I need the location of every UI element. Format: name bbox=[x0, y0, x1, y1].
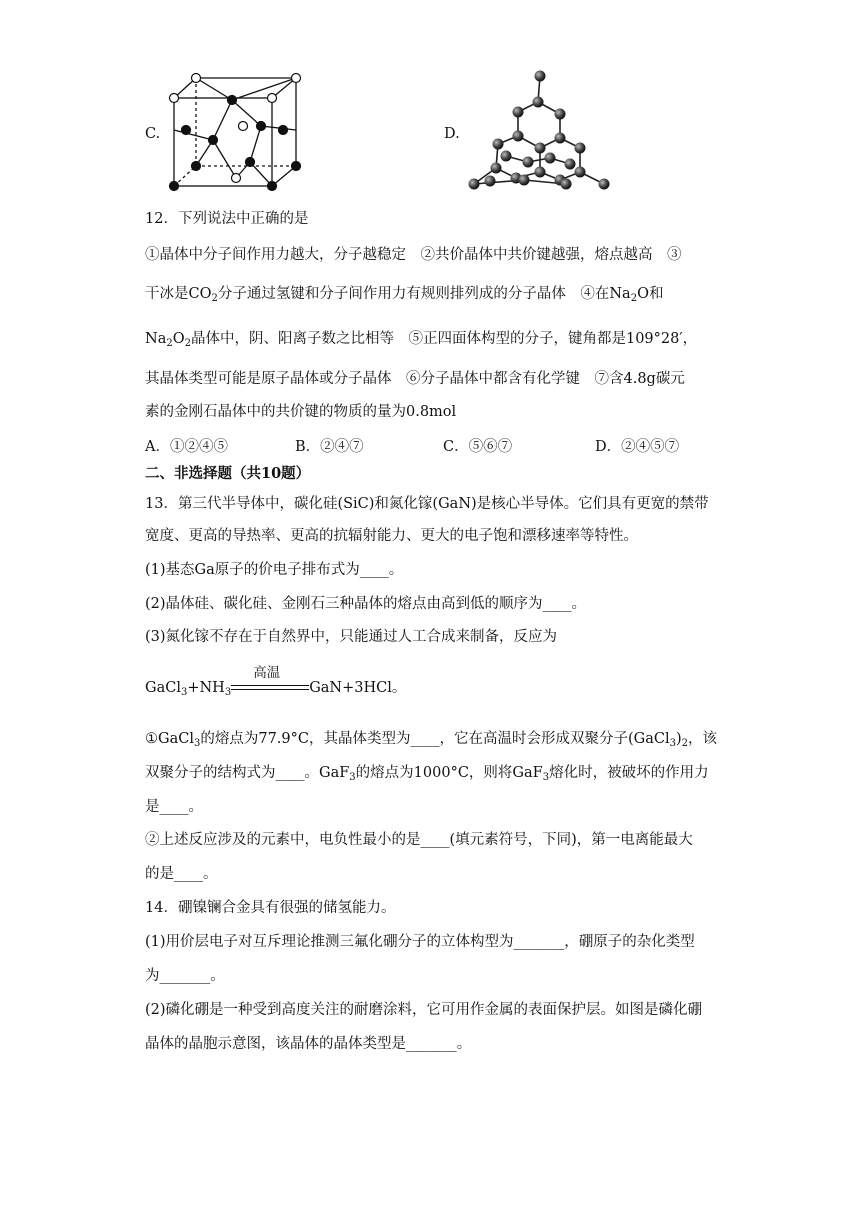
q12-line-4: 其晶体类型可能是原子晶体或分子晶体 ⑥分子晶体中都含有化学键 ⑦含4.8g碳元 bbox=[145, 371, 685, 387]
q13-line-1: 13．第三代半导体中，碳化硅(SiC)和氮化镓(GaN)是核心半导体。它们具有更宽的禁带 bbox=[145, 496, 709, 512]
reaction-condition: 高温 bbox=[253, 665, 281, 681]
q14-part-1-line-1: (1)用价层电子对互斥理论推测三氟化硼分子的立体构型为_______，硼原子的杂化类型 bbox=[145, 934, 695, 950]
q14-part-1-line-2: 为_______。 bbox=[145, 968, 225, 984]
diamond-structure-d-figure bbox=[466, 68, 616, 193]
q13-sub-1-line-2: 双聚分子的结构式为____。GaF$_3$的熔点为1000°C，则将GaF$_3$熔化时，被破坏的作用力 bbox=[145, 765, 709, 783]
q14-stem: 14．硼镍镧合金具有很强的储氢能力。 bbox=[145, 900, 396, 916]
reaction-equation: $GaCl_3+NH_3$ 高温 GaN+3HCl。 bbox=[145, 676, 406, 698]
q12-line-1: ①晶体中分子间作用力越大，分子越稳定 ②共价晶体中共价键越强，熔点越高 ③ bbox=[145, 247, 682, 263]
q13-sub-1-line-3: 是____。 bbox=[145, 799, 203, 815]
q13-part-3: (3)氮化镓不存在于自然界中，只能通过人工合成来制备，反应为 bbox=[145, 629, 558, 645]
q12-option-c[interactable]: C．⑤⑥⑦ bbox=[443, 439, 513, 455]
q13-line-2: 宽度、更高的导热率、更高的抗辐射能力、更大的电子饱和漂移速率等特性。 bbox=[145, 528, 638, 544]
q12-line-3: $Na_2O_2$晶体中，阴、阳离子数之比相等 ⑤正四面体构型的分子，键角都是109°28′， bbox=[145, 331, 698, 349]
equation-arrow bbox=[231, 665, 309, 695]
figure-d-label: D. bbox=[444, 126, 460, 142]
q13-sub-2-line-2: 的是____。 bbox=[145, 866, 218, 882]
q12-line-5: 素的金刚石晶体中的共价键的物质的量为0.8mol bbox=[145, 404, 457, 420]
q12-option-a[interactable]: A．①②④⑤ bbox=[145, 439, 228, 455]
q13-sub-1-line-1: ①GaCl$_3$的熔点为77.9°C，其晶体类型为____，它在高温时会形成双聚分子$(GaCl_3)_2$，该 bbox=[145, 731, 718, 749]
q13-part-1: (1)基态Ga原子的价电子排布式为____。 bbox=[145, 562, 404, 578]
q14-part-2-line-1: (2)磷化硼是一种受到高度关注的耐磨涂料，它可用作金属的表面保护层。如图是磷化硼 bbox=[145, 1002, 703, 1018]
q12-option-d[interactable]: D．②④⑤⑦ bbox=[595, 439, 680, 455]
q12-stem: 12．下列说法中正确的是 bbox=[145, 211, 309, 227]
crystal-structure-c-figure bbox=[168, 70, 308, 192]
section-heading: 二、非选择题（共10题） bbox=[145, 465, 311, 482]
q13-part-2: (2)晶体硅、碳化硅、金刚石三种晶体的熔点由高到低的顺序为____。 bbox=[145, 596, 587, 612]
q12-option-b[interactable]: B．②④⑦ bbox=[295, 439, 364, 455]
q13-sub-2-line-1: ②上述反应涉及的元素中，电负性最小的是____(填元素符号，下同)，第一电离能最大 bbox=[145, 832, 693, 848]
q12-line-2: 干冰是$CO_2$分子通过氢键和分子间作用力有规则排列成的分子晶体 ④在$Na_2O$和 bbox=[145, 286, 664, 304]
figure-c-label: C. bbox=[145, 126, 161, 142]
q14-part-2-line-2: 晶体的晶胞示意图，该晶体的晶体类型是_______。 bbox=[145, 1036, 472, 1052]
